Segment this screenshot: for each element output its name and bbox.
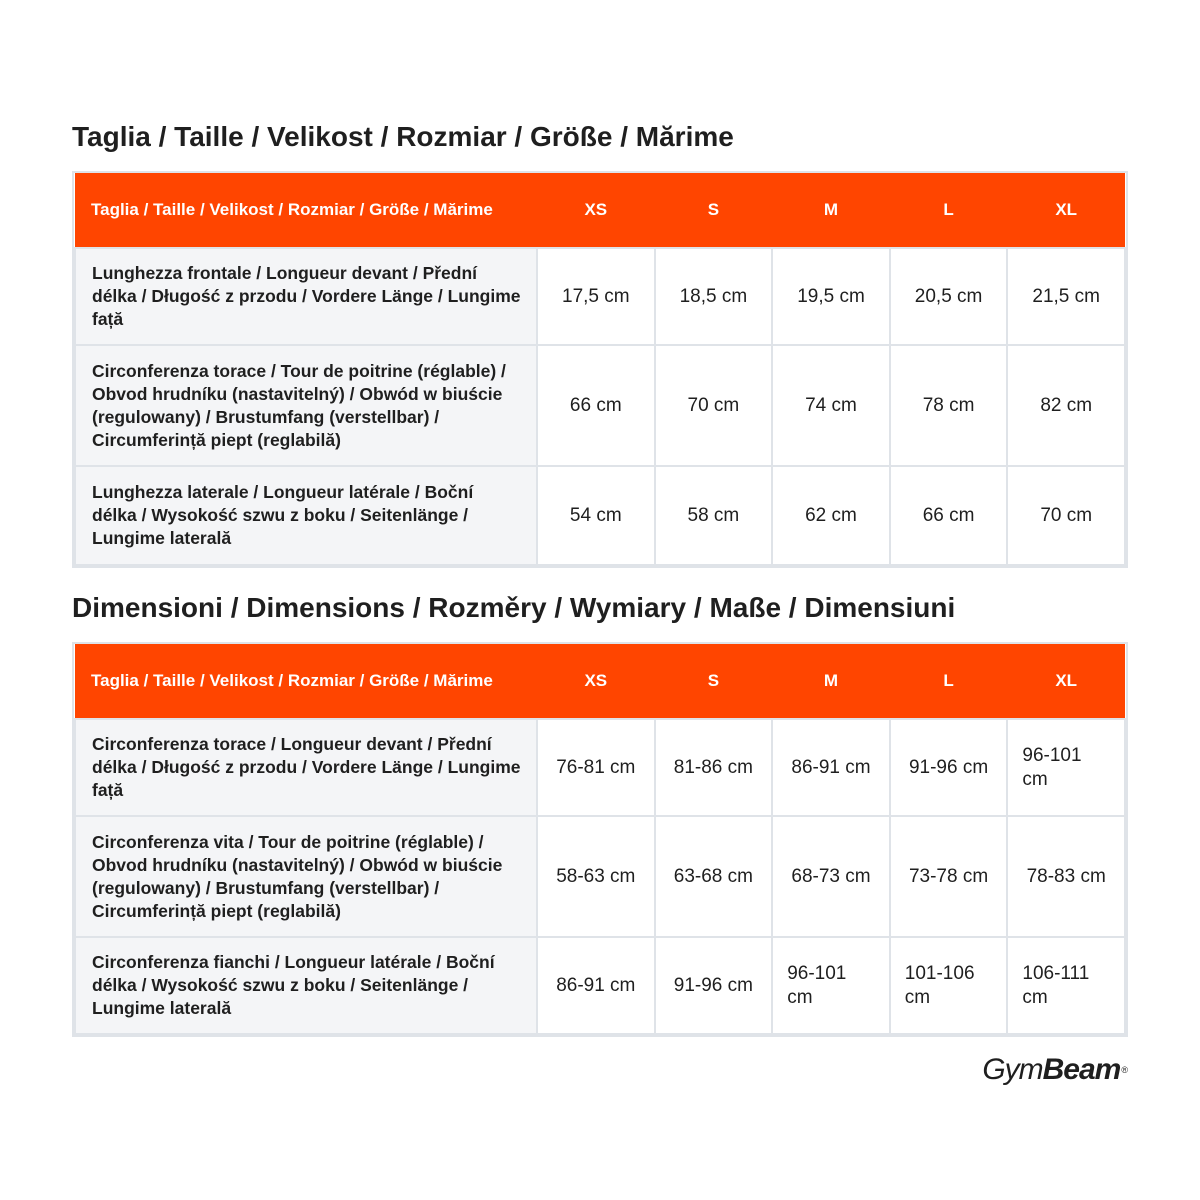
table-cell: 19,5 cm [772, 248, 890, 345]
size-m-header: M [772, 644, 890, 719]
table-cell: 86-91 cm [772, 719, 890, 816]
table-cell: 86-91 cm [537, 937, 655, 1034]
table-cell: 20,5 cm [890, 248, 1008, 345]
table-cell: 81-86 cm [655, 719, 773, 816]
table-cell: 66 cm [537, 345, 655, 466]
row-label: Circonferenza vita / Tour de poitrine (réglable) / Obvod hrudníku (nastavitelný) / Obwód w biuście (regulowany) / Brustumfang (verstellbar) / Circumferință piept (reglabilă) [75, 816, 537, 937]
table-cell: 106-111 cm [1007, 937, 1125, 1034]
size-table [72, 171, 1128, 568]
table-cell: 70 cm [655, 345, 773, 466]
table-header-row [75, 173, 1125, 248]
size-xl-header: XL [1007, 173, 1125, 248]
size-xs-header: XS [537, 173, 655, 248]
size-s-header: S [655, 173, 773, 248]
table-cell: 17,5 cm [537, 248, 655, 345]
table-cell: 96-101 cm [1007, 719, 1125, 816]
table-row [75, 466, 1125, 565]
table-cell: 58 cm [655, 466, 773, 565]
table-cell: 73-78 cm [890, 816, 1008, 937]
size-column-header: Taglia / Taille / Velikost / Rozmiar / Größe / Mărime [75, 173, 537, 248]
table-row [75, 719, 1125, 816]
dimensions-section-title: Dimensioni / Dimensions / Rozměry / Wymiary / Maße / Dimensiuni [72, 592, 956, 623]
table-cell: 68-73 cm [772, 816, 890, 937]
size-s-header: S [655, 644, 773, 719]
dimensions-table [72, 642, 1128, 1037]
table-cell: 91-96 cm [890, 719, 1008, 816]
table-cell: 78 cm [890, 345, 1008, 466]
table-cell: 21,5 cm [1007, 248, 1125, 345]
size-xl-header: XL [1007, 644, 1125, 719]
size-l-header: L [890, 173, 1008, 248]
logo-text-light: Gym [982, 1053, 1043, 1086]
table-cell: 74 cm [772, 345, 890, 466]
gymbeam-logo [982, 1052, 1128, 1088]
table-cell: 66 cm [890, 466, 1008, 565]
table-cell: 82 cm [1007, 345, 1125, 466]
row-label: Circonferenza torace / Longueur devant / Přední délka / Długość z przodu / Vordere Länge / Lungime față [75, 719, 537, 816]
row-label: Lunghezza laterale / Longueur latérale / Boční délka / Wysokość szwu z boku / Seitenlänge / Lungime laterală [75, 466, 537, 565]
row-label: Circonferenza torace / Tour de poitrine (réglable) / Obvod hrudníku (nastavitelný) / Obwód w biuście (regulowany) / Brustumfang (verstellbar) / Circumferință piept (reglabilă) [75, 345, 537, 466]
size-xs-header: XS [537, 644, 655, 719]
table-row [75, 937, 1125, 1034]
registered-mark: ® [1121, 1065, 1128, 1075]
logo-text-bold: Beam [1042, 1053, 1121, 1086]
table-cell: 76-81 cm [537, 719, 655, 816]
size-column-header: Taglia / Taille / Velikost / Rozmiar / Größe / Mărime [75, 644, 537, 719]
table-cell: 70 cm [1007, 466, 1125, 565]
table-cell: 101-106 cm [890, 937, 1008, 1034]
size-l-header: L [890, 644, 1008, 719]
size-section-title: Taglia / Taille / Velikost / Rozmiar / Größe / Mărime [72, 121, 734, 152]
table-row [75, 248, 1125, 345]
table-cell: 54 cm [537, 466, 655, 565]
size-m-header: M [772, 173, 890, 248]
table-cell: 18,5 cm [655, 248, 773, 345]
table-row [75, 816, 1125, 937]
row-label: Lunghezza frontale / Longueur devant / Přední délka / Długość z przodu / Vordere Länge / Lungime față [75, 248, 537, 345]
table-row [75, 345, 1125, 466]
table-cell: 91-96 cm [655, 937, 773, 1034]
table-cell: 78-83 cm [1007, 816, 1125, 937]
row-label: Circonferenza fianchi / Longueur latérale / Boční délka / Wysokość szwu z boku / Seitenlänge / Lungime laterală [75, 937, 537, 1034]
table-cell: 58-63 cm [537, 816, 655, 937]
table-cell: 63-68 cm [655, 816, 773, 937]
table-header-row [75, 644, 1125, 719]
table-cell: 62 cm [772, 466, 890, 565]
table-cell: 96-101 cm [772, 937, 890, 1034]
